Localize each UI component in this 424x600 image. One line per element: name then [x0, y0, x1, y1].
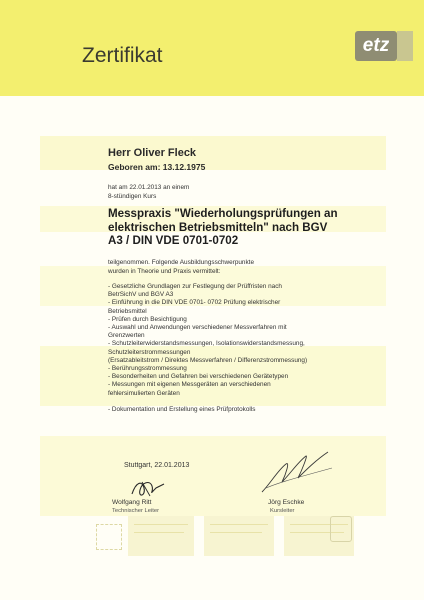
footer-logo: [96, 524, 122, 550]
participation-text: [108, 258, 358, 276]
topic-item: - Besonderheiten und Gefahren bei verschiedenen Gerätetypen: [108, 373, 289, 381]
signature-ritt: [128, 476, 168, 500]
recipient-birth: Geboren am: 13.12.1975: [108, 162, 206, 172]
topics-list: [108, 283, 368, 414]
logo-stripe: [397, 31, 413, 61]
page-title: Zertifikat: [82, 44, 163, 67]
logo-text: etz: [362, 35, 390, 56]
participation-line: wurden in Theorie und Praxis vermittelt:: [108, 268, 221, 275]
course-title-line: Messpraxis "Wiederholungsprüfungen an: [108, 207, 338, 220]
recipient-name: Herr Oliver Fleck: [108, 147, 197, 159]
header-band: [0, 0, 424, 96]
topic-item: - Messungen mit eigenen Messgeräten an verschiedenen fehlersimulierten Geräten: [108, 381, 271, 397]
course-title-line: A3 / DIN VDE 0701-0702: [108, 234, 239, 247]
topic-item: - Auswahl und Anwendungen verschiedener Messverfahren mit Grenzwerten: [108, 324, 287, 340]
course-title: [108, 207, 408, 248]
intro-line: 8-stündigen Kurs: [108, 193, 157, 200]
topic-spacer: [108, 398, 368, 406]
etz-logo: [355, 31, 397, 61]
topic-item: - Prüfen durch Besichtigung: [108, 315, 187, 323]
place-date: Stuttgart, 22.01.2013: [124, 462, 190, 469]
topic-item: - Berührungsstrommessung: [108, 365, 187, 373]
participation-line: teilgenommen. Folgende Ausbildungsschwerpunkte: [108, 259, 255, 266]
topic-item: - Dokumentation und Erstellung eines Prüfprotokolls: [108, 405, 256, 413]
topic-item: - Schutzleiterwiderstandsmessungen, Isolationswiderstandsmessung, Schutzleiterstrommessungen (Ersatzableitstrom / Direktes Messverfahren / Differenzstrommessung): [108, 340, 308, 364]
signer-role: Kursleiter: [270, 508, 295, 514]
signature-eschke: [256, 448, 338, 498]
intro-line: hat am 22.01.2013 an einem: [108, 184, 190, 191]
topic-item: - Gesetzliche Grundlagen zur Festlegung der Prüffristen nach BetrSichV und BGV A3: [108, 283, 282, 299]
tuv-seal: [330, 516, 352, 542]
signer-name: Jörg Eschke: [268, 499, 305, 506]
signer-role: Technischer Leiter: [112, 508, 160, 514]
signer-name: Wolfgang Ritt: [112, 499, 152, 506]
intro-text: [108, 183, 308, 201]
topic-item: - Einführung in die DIN VDE 0701- 0702 Prüfung elektrischer Betriebsmittel: [108, 299, 281, 315]
course-title-line: elektrischen Betriebsmitteln" nach BGV: [108, 220, 328, 234]
